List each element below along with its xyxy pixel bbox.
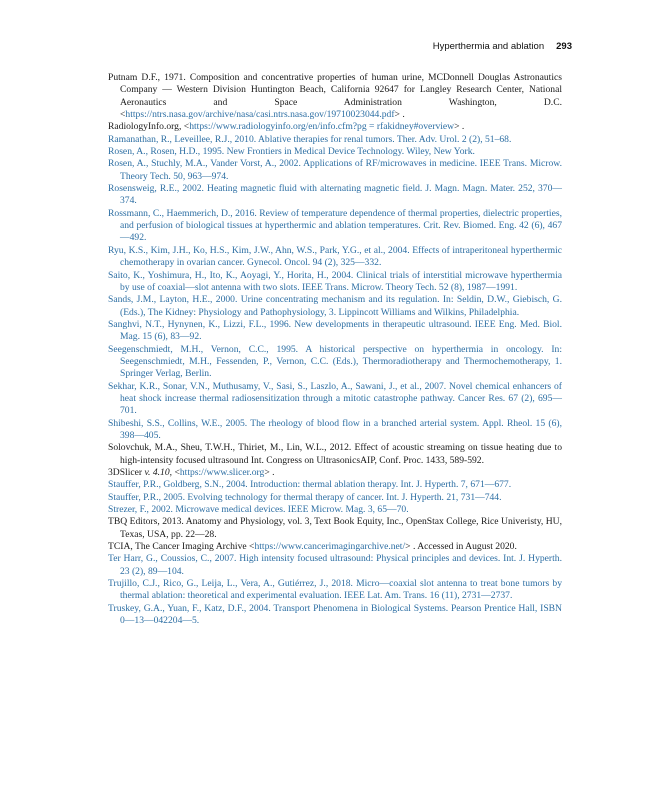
reference-link[interactable]: https://www.radiologyinfo.org/en/info.cfm?pg = rfakidney#overview bbox=[189, 121, 455, 133]
reference-entry bbox=[108, 504, 562, 516]
reference-entry bbox=[108, 553, 562, 578]
reference-entry bbox=[108, 294, 562, 319]
reference-entry bbox=[108, 208, 562, 245]
reference-text: > . Accessed in August 2020. bbox=[405, 541, 517, 553]
reference-text: < bbox=[172, 467, 180, 478]
reference-entry bbox=[108, 516, 562, 541]
reference-text: > . bbox=[264, 467, 275, 478]
reference-text: TBQ Editors, 2013. Anatomy and Physiology, vol. 3, Text Book Equity, Inc., OpenStax College, Rice Univeristy, HU, Texas, USA, pp. 22—28. bbox=[108, 516, 562, 540]
reference-text: Stauffer, P.R., Goldberg, S.N., 2004. Introduction: thermal ablation therapy. Int. J. Hyperth. 7, 671—677. bbox=[108, 479, 512, 491]
reference-entry bbox=[108, 467, 562, 479]
reference-entry bbox=[108, 492, 562, 504]
reference-entry bbox=[108, 245, 562, 270]
reference-text: > . bbox=[394, 109, 405, 121]
reference-entry bbox=[108, 270, 562, 295]
reference-text: 3DSlicer bbox=[108, 467, 145, 478]
reference-entry bbox=[108, 183, 562, 208]
reference-text: Ter Harr, G., Coussios, C., 2007. High intensity focused ultrasound: Physical principles and devices. Int. J. Hyperth. 23 (2), 89—104. bbox=[108, 553, 562, 577]
reference-text: Rosensweig, R.E., 2002. Heating magnetic fluid with alternating magnetic field. J. Magn. Magn. Mater. 252, 370—374. bbox=[108, 183, 562, 207]
reference-entry bbox=[108, 442, 562, 467]
reference-text: Saito, K., Yoshimura, H., Ito, K., Aoyagi, Y., Horita, H., 2004. Clinical trials of interstitial microwave hyperthermia by use of coaxial—slot antenna with two slots. IEEE Trans. Microw. Theory Tech. 52 (8), 1987—1991. bbox=[108, 269, 562, 293]
running-title: Hyperthermia and ablation bbox=[432, 41, 545, 52]
reference-link[interactable]: https://www.slicer.org bbox=[179, 467, 265, 478]
page-number: 293 bbox=[556, 41, 572, 52]
reference-link[interactable]: https://ntrs.nasa.gov/archive/nasa/casi.ntrs.nasa.gov/19710023044.pdf bbox=[125, 109, 395, 121]
reference-list bbox=[108, 72, 562, 627]
reference-entry bbox=[108, 578, 562, 603]
reference-text: Rosen, A., Stuchly, M.A., Vander Vorst, A., 2002. Applications of RF/microwaves in medicine. IEEE Trans. Microw. Theory Tech. 50, 963—974. bbox=[108, 158, 562, 182]
reference-text: Putnam D.F., 1971. Composition and concentrative properties of human urine, MCDonnell Douglas Astronautics Company — Western Division Huntington Beach, California 92647 for Langley Research Center, National Aeronautics and Space Administration Washington, D.C. < bbox=[108, 72, 562, 121]
reference-text: Ryu, K.S., Kim, J.H., Ko, H.S., Kim, J.W., Ahn, W.S., Park, Y.G., et al., 2004. Effects of intraperitoneal hyperthermic chemotherapy in ovarian cancer. Gynecol. Oncol. 94 (2), 325—332. bbox=[108, 244, 562, 269]
reference-text: Sands, J.M., Layton, H.E., 2000. Urine concentrating mechanism and its regulation. In: Seldin, D.W., Giebisch, G. (Eds.), The Kidney: Physiology and Pathophysiology, 3. Lippincott Williams and Wilkins, Philadelphia. bbox=[108, 294, 562, 318]
reference-text: RadiologyInfo.org, < bbox=[108, 121, 190, 133]
reference-text: Rosen, A., Rosen, H.D., 1995. New Frontiers in Medical Device Technology. Wiley, New York. bbox=[108, 146, 475, 158]
reference-text: Shibeshi, S.S., Collins, W.E., 2005. The rheology of blood flow in a branched arterial system. Appl. Rheol. 15 (6), 398—405. bbox=[108, 417, 562, 441]
reference-text: > . bbox=[454, 121, 465, 133]
reference-entry bbox=[108, 146, 562, 158]
reference-text: Seegenschmiedt, M.H., Vernon, C.C., 1995. A historical perspective on hyperthermia in oncology. In: Seegenschmiedt, M.H., Fessenden, P., Vernon, C.C. (Eds.), Thermoradiotherapy and Thermochemotherapy, 1. Springer Verlag, Berlin. bbox=[108, 343, 562, 380]
reference-entry bbox=[108, 121, 562, 133]
reference-entry bbox=[108, 319, 562, 344]
reference-entry bbox=[108, 479, 562, 491]
reference-text: Strezer, F., 2002. Microwave medical devices. IEEE Microw. Mag. 3, 65—70. bbox=[108, 504, 409, 516]
reference-text: Ramanathan, R., Leveillee, R.J., 2010. Ablative therapies for renal tumors. Ther. Adv. Urol. 2 (2), 51–68. bbox=[108, 133, 512, 145]
reference-link[interactable]: https://www.cancerimagingarchive.net/ bbox=[254, 541, 406, 553]
reference-entry bbox=[108, 134, 562, 146]
reference-text: TCIA, The Cancer Imaging Archive < bbox=[108, 541, 255, 553]
reference-text: Sanghvi, N.T., Hynynen, K., Lizzi, F.L., 1996. New developments in therapeutic ultrasound. IEEE Eng. Med. Biol. Mag. 15 (6), 83—92. bbox=[108, 318, 562, 343]
reference-entry bbox=[108, 72, 562, 121]
reference-text: Sekhar, K.R., Sonar, V.N., Muthusamy, V., Sasi, S., Laszlo, A., Sawani, J., et al., 2007. Novel chemical enhancers of heat shock increase thermal radiosensitization through a mitotic catastrophe pathway. Cancer Res. 67 (2), 695—701. bbox=[108, 380, 562, 417]
reference-entry bbox=[108, 418, 562, 443]
reference-text: Truskey, G.A., Yuan, F., Katz, D.F., 2004. Transport Phenomena in Biological Systems. Pearson Prentice Hall, ISBN 0—13—042204—5. bbox=[108, 602, 562, 627]
running-header bbox=[0, 41, 572, 52]
reference-text: Solovchuk, M.A., Sheu, T.W.H., Thiriet, M., Lin, W.L., 2012. Effect of acoustic streaming on tissue heating due to high-intensity focused ultrasound Int. Congress on UltrasonicsAIP, Conf. Proc. 1433, 589-592. bbox=[108, 442, 562, 466]
reference-text: Stauffer, P.R., 2005. Evolving technology for thermal therapy of cancer. Int. J. Hyperth. 21, 731—744. bbox=[108, 491, 502, 503]
reference-text: Rossmann, C., Haemmerich, D., 2016. Review of temperature dependence of thermal properties, dielectric properties, and perfusion of biological tissues at hyperthermic and ablation temperatures. Crit. Rev. Biomed. Eng. 42 (6), 467—492. bbox=[108, 207, 562, 244]
reference-entry bbox=[108, 603, 562, 628]
reference-entry bbox=[108, 158, 562, 183]
reference-entry bbox=[108, 381, 562, 418]
reference-entry bbox=[108, 344, 562, 381]
reference-text: Trujillo, C.J., Rico, G., Leija, L., Vera, A., Gutiérrez, J., 2018. Micro—coaxial slot antenna to treat bone tumors by thermal ablation: theoretical and experimental evaluation. IEEE Lat. Am. Trans. 16 (11), 2731—2737. bbox=[108, 578, 562, 602]
reference-text: v. 4.10, bbox=[144, 467, 173, 478]
reference-entry bbox=[108, 541, 562, 553]
